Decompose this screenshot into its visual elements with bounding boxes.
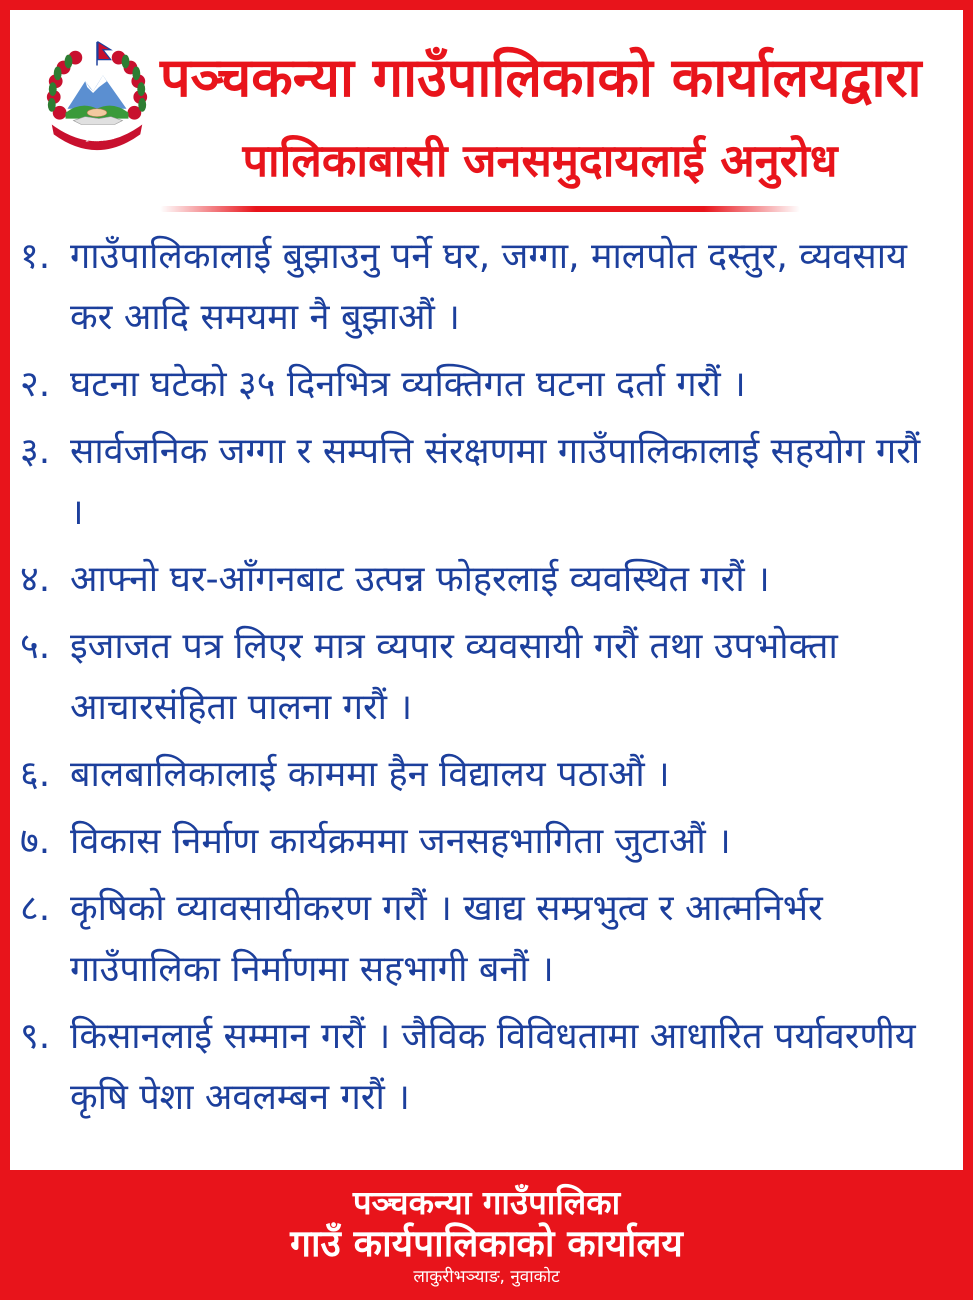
request-number: ५.: [20, 626, 51, 667]
request-number: ६.: [20, 754, 51, 795]
request-item-9: [10, 1006, 963, 1128]
request-item-7: [10, 811, 963, 872]
footer-location: लाकुरीभञ्याङ, नुवाकोट: [413, 1267, 560, 1288]
request-number: २.: [20, 364, 51, 405]
request-text: बालबालिकालाई काममा हैन विद्यालय पठाऔं ।: [70, 754, 670, 795]
request-item-1: [10, 226, 963, 348]
request-item-2: [10, 354, 963, 415]
title-underline-divider: [160, 206, 800, 212]
request-number: ३.: [20, 431, 51, 472]
request-item-4: [10, 549, 963, 610]
request-text: इजाजत पत्र लिएर मात्र व्यपार व्यवसायी गरौं तथा उपभोक्ता आचारसंहिता पालना गरौं ।: [70, 626, 838, 728]
poster-title-line1: पञ्चकन्या गाउँपालिकाको कार्यालयद्वारा: [160, 46, 922, 109]
request-list: [10, 226, 963, 1134]
request-text: सार्वजनिक जग्गा र सम्पत्ति संरक्षणमा गाउँपालिकालाई सहयोग गरौं ।: [70, 431, 921, 533]
request-text: गाउँपालिकालाई बुझाउनु पर्ने घर, जग्गा, मालपोत दस्तुर, व्यवसाय कर आदि समयमा नै बुझाऔं ।: [70, 236, 907, 338]
request-number: ८.: [20, 888, 51, 929]
request-text: कृषिको व्यावसायीकरण गरौं । खाद्य सम्प्रभुत्व र आत्मनिर्भर गाउँपालिका निर्माणमा सहभागी बनौं ।: [70, 888, 823, 990]
request-number: ४.: [20, 559, 51, 600]
request-item-6: [10, 744, 963, 805]
poster-footer: [0, 1170, 973, 1300]
request-text: विकास निर्माण कार्यक्रममा जनसहभागिता जुटाऔं ।: [70, 821, 731, 862]
request-number: ९.: [20, 1016, 51, 1057]
request-text: घटना घटेको ३५ दिनभित्र व्यक्तिगत घटना दर्ता गरौं ।: [70, 364, 746, 405]
request-item-8: [10, 878, 963, 1000]
footer-office-name: गाउँ कार्यपालिकाको कार्यालय: [290, 1221, 683, 1265]
request-number: १.: [20, 236, 51, 277]
request-text: किसानलाई सम्मान गरौं । जैविक विविधतामा आधारित पर्यावरणीय कृषि पेशा अवलम्बन गरौं ।: [70, 1016, 916, 1118]
request-number: ७.: [20, 821, 51, 862]
footer-municipality-name: पञ्चकन्या गाउँपालिका: [352, 1183, 621, 1222]
poster-title-line2: पालिकाबासी जनसमुदायलाई अनुरोध: [242, 134, 838, 187]
emblem-motto: जननी जन्मभूमिश्च स्वर्गादपि गरीयसी: [60, 125, 136, 144]
nepal-government-emblem-icon: [38, 36, 156, 154]
request-item-5: [10, 616, 963, 738]
request-text: आफ्नो घर-आँगनबाट उत्पन्न फोहरलाई व्यवस्थित गरौं ।: [70, 559, 770, 600]
request-item-3: [10, 421, 963, 543]
poster-header: [10, 10, 963, 210]
